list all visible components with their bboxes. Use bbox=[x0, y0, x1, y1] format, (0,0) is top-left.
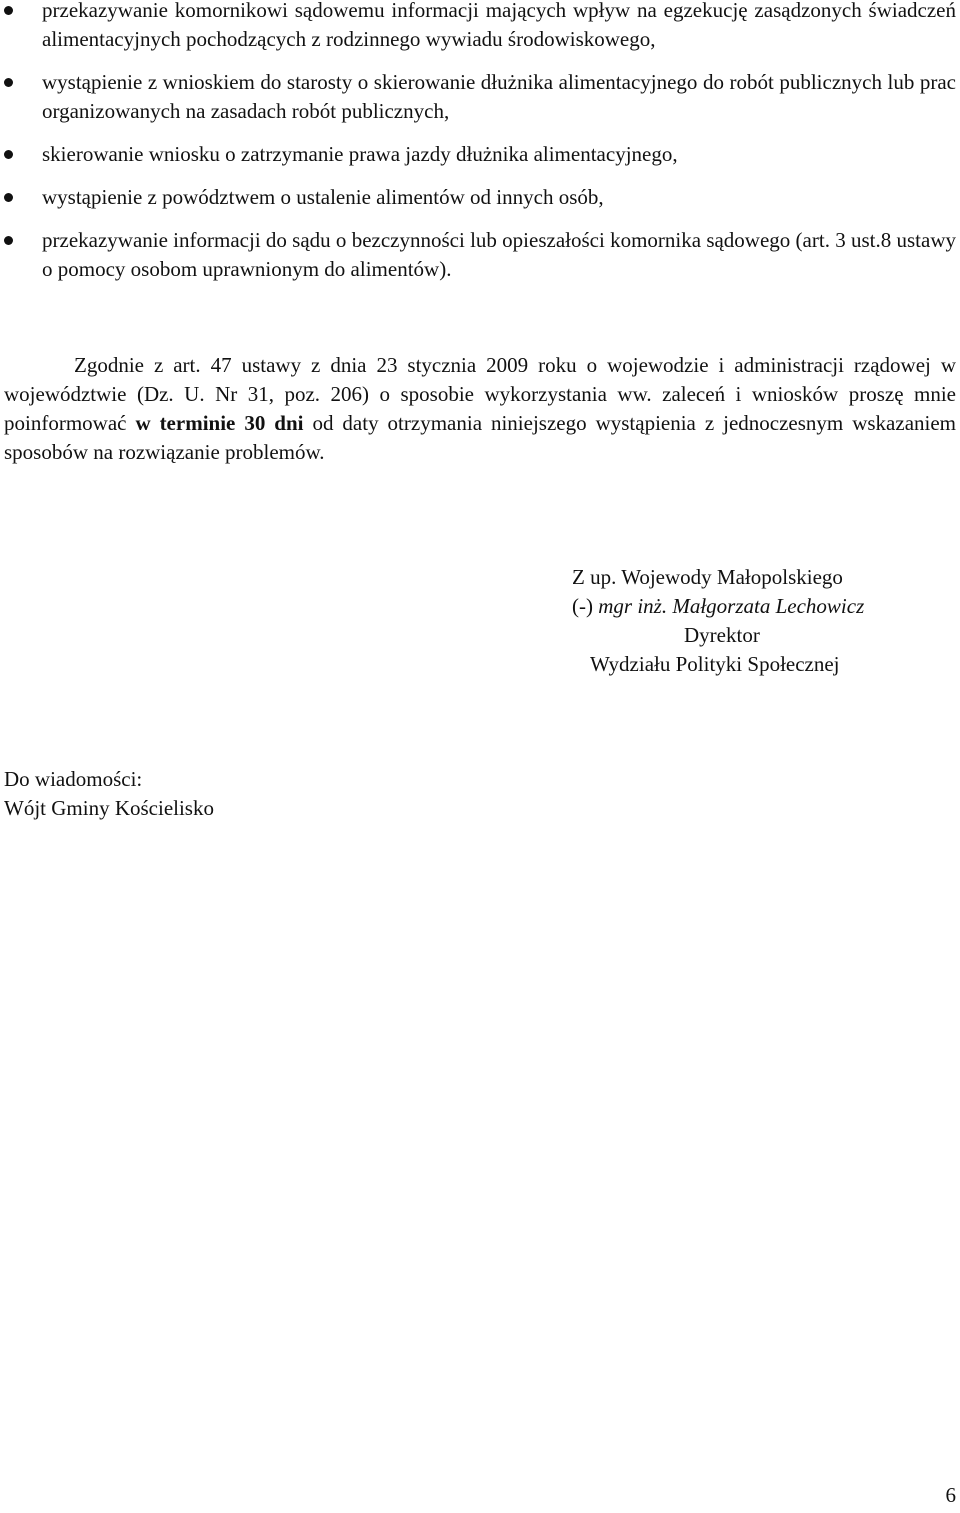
list-item-text: wystąpienie z wnioskiem do starosty o skierowanie dłużnika alimentacyjnego do robót publicznych lub prac organizowanych na zasadach robót publicznych, bbox=[42, 70, 956, 123]
list-item bbox=[0, 183, 960, 212]
signatory-title: Dyrektor bbox=[684, 623, 760, 647]
list-item bbox=[0, 68, 960, 126]
list-item-text: przekazywanie komornikowi sądowemu informacji mających wpływ na egzekucję zasądzonych świadczeń alimentacyjnych pochodzących z rodzinnego wywiadu środowiskowego, bbox=[42, 0, 956, 51]
list-item-text: wystąpienie z powództwem o ustalenie alimentów od innych osób, bbox=[42, 185, 604, 209]
bullet-icon bbox=[4, 236, 13, 245]
list-item-text: skierowanie wniosku o zatrzymanie prawa jazdy dłużnika alimentacyjnego, bbox=[42, 142, 678, 166]
bullet-list bbox=[0, 0, 960, 298]
bullet-icon bbox=[4, 78, 13, 87]
bullet-icon bbox=[4, 6, 13, 15]
signatory-department: Wydziału Polityki Społecznej bbox=[590, 652, 840, 676]
bullet-icon bbox=[4, 193, 13, 202]
list-item bbox=[0, 226, 960, 284]
list-item bbox=[0, 0, 960, 54]
signature-prefix: (-) bbox=[572, 594, 599, 618]
deadline-emphasis: w terminie 30 dni bbox=[135, 411, 304, 435]
distribution-block bbox=[4, 765, 504, 823]
list-item-text: przekazywanie informacji do sądu o bezczynności lub opieszałości komornika sądowego (art. 3 ust.8 ustawy o pomocy osobom uprawnionym do alimentów). bbox=[42, 228, 956, 281]
signature-block bbox=[572, 563, 952, 679]
page-number: 6 bbox=[945, 1483, 956, 1507]
signature-name-line bbox=[572, 592, 952, 621]
list-item bbox=[0, 140, 960, 169]
bullet-icon bbox=[4, 150, 13, 159]
closing-text-part2: od daty otrzymania niniejszego wystąpienia z jednoczesnym wskazaniem sposobów na rozwiązanie problemów. bbox=[4, 411, 957, 464]
signatory-name: mgr inż. Małgorzata Lechowicz bbox=[598, 594, 865, 618]
distribution-heading: Do wiadomości: bbox=[4, 767, 143, 791]
distribution-recipient: Wójt Gminy Kościelisko bbox=[4, 796, 214, 820]
closing-paragraph bbox=[4, 351, 956, 467]
signature-authority: Z up. Wojewody Małopolskiego bbox=[572, 565, 843, 589]
closing-text-part1: Zgodnie z art. 47 ustawy z dnia 23 stycznia 2009 roku o wojewodzie i administracji rządowej w województwie (Dz. U. Nr 31, poz. 206) o sposobie wykorzystania ww. zaleceń i wniosków proszę mnie poinformować bbox=[4, 353, 956, 435]
